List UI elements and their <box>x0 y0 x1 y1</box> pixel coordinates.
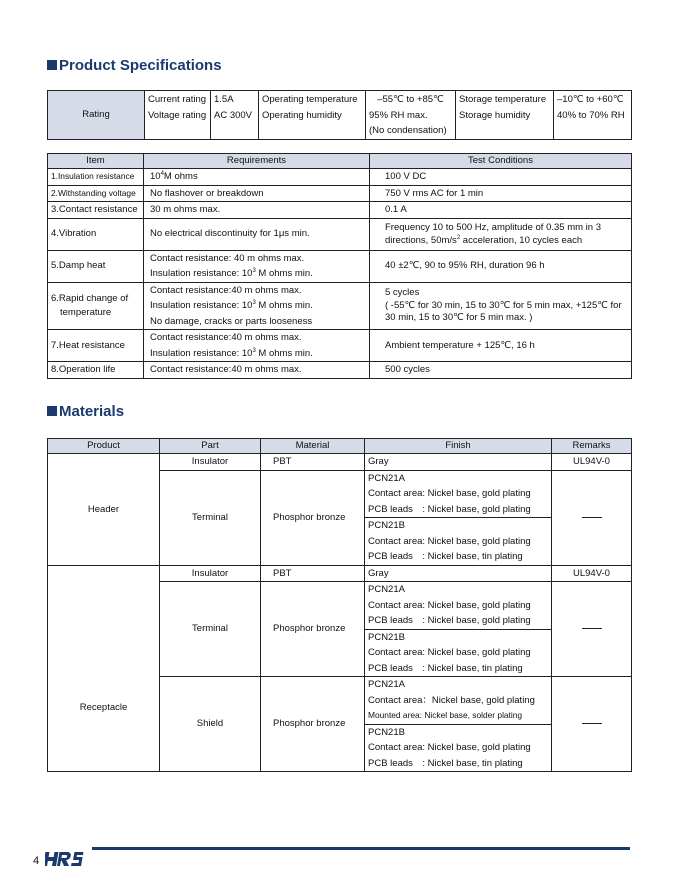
table-row <box>48 282 632 330</box>
row-requirement: No flashover or breakdown <box>144 185 370 202</box>
finish-line: PCB leads : Nickel base, tin plating <box>368 551 523 562</box>
row-item: 4.Vibration <box>48 218 144 250</box>
finish-line: PCN21B <box>368 726 405 738</box>
req-line: Contact resistance: 40 m ohms max. <box>150 252 305 264</box>
req-line <box>150 298 366 314</box>
table-row <box>48 185 632 202</box>
material-pbt: PBT <box>261 565 365 582</box>
finish-line: PCN21B <box>368 520 405 531</box>
row-test: 100 V DC <box>370 169 632 186</box>
row-test <box>370 282 632 330</box>
row-requirement <box>144 169 370 186</box>
req-line <box>150 266 366 282</box>
storage-labels-cell <box>456 91 554 140</box>
finish-line: Contact area: Nickel base, gold plating <box>368 488 531 499</box>
finish-line: PCB leads : Nickel base, tin plating <box>368 662 523 674</box>
st-hum-label: Storage humidity <box>459 109 531 121</box>
finish-cell <box>365 470 552 518</box>
item-line: 6.Rapid change of <box>51 292 129 304</box>
req-text: Insulation resistance: 10 <box>150 347 253 359</box>
col-test-conditions: Test Conditions <box>370 154 632 169</box>
rating-labels-cell <box>145 91 211 140</box>
row-item: 1.Insulation resistance <box>48 169 144 186</box>
finish-line: Contact area: Nickel base, gold plating <box>368 742 531 753</box>
finish-cell <box>365 629 552 677</box>
remarks-dash <box>552 582 632 677</box>
op-hum-label: Operating humidity <box>262 109 342 121</box>
storage-values-cell <box>554 91 632 140</box>
finish-line: Contact area: Nickel base, gold plating <box>368 599 531 611</box>
square-bullet-icon <box>47 60 57 70</box>
materials-title-text: Materials <box>59 403 125 420</box>
material-phosphor: Phosphor bronze <box>261 677 365 772</box>
row-requirement: 30 m ohms max. <box>144 202 370 219</box>
col-material: Material <box>261 439 365 454</box>
row-test: 500 cycles <box>370 362 632 379</box>
part-insulator: Insulator <box>160 454 261 471</box>
col-finish: Finish <box>365 439 552 454</box>
op-hum-note: (No condensation) <box>369 125 447 136</box>
requirements-table <box>47 153 632 379</box>
req-text: M ohms min. <box>255 268 313 279</box>
req-sup: 4 <box>160 171 164 177</box>
row-item: 3.Contact resistance <box>48 202 144 219</box>
part-insulator: Insulator <box>160 565 261 582</box>
table-row <box>48 362 632 379</box>
st-hum-value: 40% to 70% RH <box>557 109 625 121</box>
product-header: Header <box>48 454 160 566</box>
table-row <box>48 169 632 186</box>
finish-line: PCN21A <box>368 472 405 484</box>
row-requirement: Contact resistance:40 m ohms max. <box>144 362 370 379</box>
test-text: acceleration, 10 cycles each <box>460 234 583 246</box>
current-rating-label: Current rating <box>148 94 207 105</box>
req-text: Insulation resistance: 10 <box>150 268 253 279</box>
req-line <box>150 346 366 362</box>
table-row <box>48 218 632 250</box>
row-item <box>48 282 144 330</box>
finish-gray: Gray <box>365 565 552 582</box>
operating-labels-cell <box>259 91 366 140</box>
dash-icon <box>582 628 602 629</box>
remarks-ul: UL94V-0 <box>552 454 632 471</box>
finish-cell <box>365 518 552 566</box>
finish-line: PCN21A <box>368 679 405 690</box>
finish-gray: Gray <box>365 454 552 471</box>
remarks-dash <box>552 677 632 772</box>
part-shield: Shield <box>160 677 261 772</box>
test-sup: 2 <box>456 234 461 241</box>
req-sup: 3 <box>252 300 256 306</box>
table-row <box>48 250 632 282</box>
test-text: Frequency 10 to 500 Hz, amplitude of 0.35 mm in 3 directions, 50m/s <box>385 221 601 246</box>
st-temp-label: Storage temperature <box>459 94 547 105</box>
row-test: Ambient temperature + 125℃, 16 h <box>370 330 632 362</box>
finish-line: Mounted area: Nickel base, solder plating <box>368 710 523 720</box>
remarks-ul: UL94V-0 <box>552 565 632 582</box>
req-text: M ohms <box>163 171 198 182</box>
finish-line: PCN21B <box>368 631 405 643</box>
req-text: M ohms min. <box>255 347 313 359</box>
col-remarks: Remarks <box>552 439 632 454</box>
row-requirement <box>144 250 370 282</box>
row-test: 0.1 A <box>370 202 632 219</box>
finish-line: PCB leads : Nickel base, gold plating <box>368 503 531 515</box>
test-line: 5 cycles <box>385 287 420 298</box>
col-item: Item <box>48 154 144 169</box>
dash-icon <box>582 723 602 724</box>
table-row <box>48 565 632 582</box>
finish-line: PCB leads : Nickel base, tin plating <box>368 757 523 769</box>
row-item: 2.Withstanding voltage <box>48 185 144 202</box>
req-line: Contact resistance:40 m ohms max. <box>150 284 302 296</box>
square-bullet-icon <box>47 406 57 416</box>
page-number: 4 <box>33 855 40 867</box>
finish-cell <box>365 724 552 772</box>
part-terminal: Terminal <box>160 582 261 677</box>
finish-cell <box>365 677 552 725</box>
footer-rule <box>92 847 630 850</box>
finish-line: PCN21A <box>368 584 405 595</box>
row-requirement <box>144 282 370 330</box>
finish-line: Contact area：Nickel base, gold plating <box>368 694 535 706</box>
finish-cell <box>365 582 552 630</box>
section-title-specifications <box>47 57 222 74</box>
remarks-dash <box>552 470 632 565</box>
part-terminal: Terminal <box>160 470 261 565</box>
operating-values-cell <box>366 91 456 140</box>
req-sup: 3 <box>252 268 256 274</box>
rating-values-cell <box>211 91 259 140</box>
material-phosphor: Phosphor bronze <box>261 582 365 677</box>
current-rating-value: 1.5A <box>214 94 234 105</box>
table-row <box>48 454 632 471</box>
section-title-materials <box>47 403 124 420</box>
row-test: 750 V rms AC for 1 min <box>370 185 632 202</box>
finish-line: Contact area: Nickel base, gold plating <box>368 647 531 658</box>
product-receptacle: Receptacle <box>48 565 160 772</box>
finish-line: Contact area: Nickel base, gold plating <box>368 535 531 547</box>
dash-icon <box>582 517 602 518</box>
row-requirement <box>144 330 370 362</box>
req-line: Contact resistance:40 m ohms max. <box>150 332 302 343</box>
materials-table <box>47 438 632 772</box>
item-line: temperature <box>60 306 112 318</box>
col-requirements: Requirements <box>144 154 370 169</box>
row-item: 8.Operation life <box>48 362 144 379</box>
op-temp-value: –55℃ to +85℃ <box>377 94 444 105</box>
rating-label: Rating <box>48 91 145 140</box>
rating-table <box>47 90 632 140</box>
row-item: 5.Damp heat <box>48 250 144 282</box>
test-line: ( -55℃ for 30 min, 15 to 30℃ for 5 min max, +125℃ for 30 min, 15 to 30℃ for 5 min max. ) <box>385 299 622 323</box>
row-test: 40 ±2℃, 90 to 95% RH, duration 96 h <box>370 250 632 282</box>
finish-line: PCB leads : Nickel base, gold plating <box>368 615 531 626</box>
row-requirement: No electrical discontinuity for 1μs min. <box>144 218 370 250</box>
hrs-logo <box>45 849 87 869</box>
material-phosphor: Phosphor bronze <box>261 470 365 565</box>
col-part: Part <box>160 439 261 454</box>
spec-title-text: Product Specifications <box>59 57 222 74</box>
col-product: Product <box>48 439 160 454</box>
table-row <box>48 330 632 362</box>
req-text: Insulation resistance: 10 <box>150 300 253 311</box>
op-temp-label: Operating temperature <box>262 94 358 105</box>
req-text: 10 <box>150 171 161 182</box>
voltage-rating-value: AC 300V <box>214 109 253 121</box>
st-temp-value: –10℃ to +60℃ <box>557 94 624 105</box>
row-item: 7.Heat resistance <box>48 330 144 362</box>
req-line: No damage, cracks or parts looseness <box>150 315 313 327</box>
voltage-rating-label: Voltage rating <box>148 109 207 121</box>
table-row <box>48 202 632 219</box>
material-pbt: PBT <box>261 454 365 471</box>
req-text: M ohms min. <box>255 300 313 311</box>
req-sup: 3 <box>252 347 256 354</box>
row-test <box>370 218 632 250</box>
op-hum-value: 95% RH max. <box>369 109 428 121</box>
